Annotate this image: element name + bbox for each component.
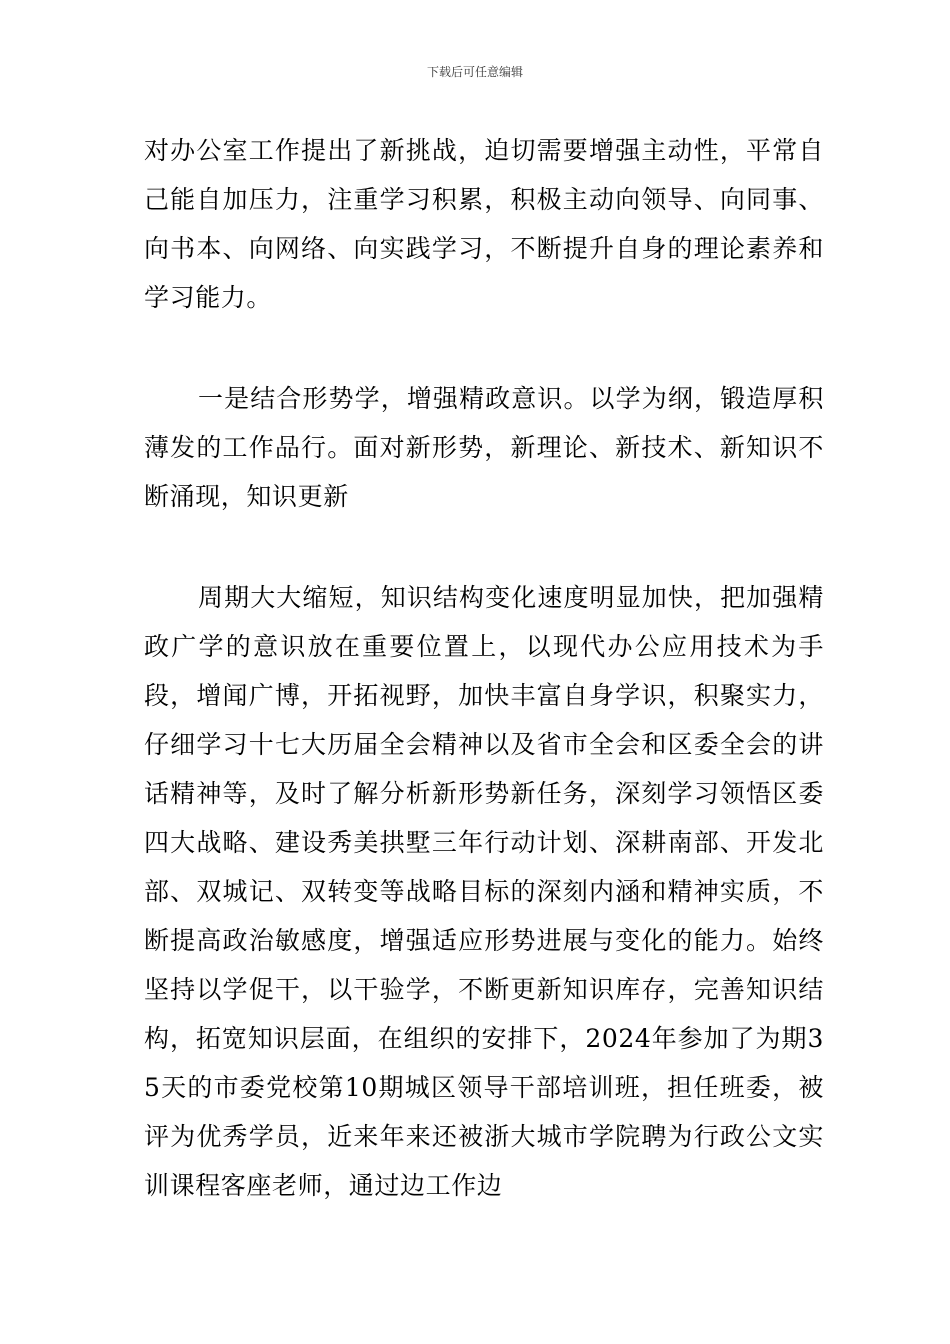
paragraph-1: 对办公室工作提出了新挑战，迫切需要增强主动性，平常自己能自加压力，注重学习积累，积极主动向领导、向同事、向书本、向网络、向实践学习，不断提升自身的理论素养和学习能力。 (144, 136, 824, 312)
document-body (144, 126, 824, 1210)
paragraph-2: 一是结合形势学，增强精政意识。以学为纲，锻造厚积薄发的工作品行。面对新形势，新理论、新技术、新知识不断涌现，知识更新 (144, 384, 824, 511)
download-note: 下载后可任意编辑 (426, 65, 523, 79)
paragraph-3: 周期大大缩短，知识结构变化速度明显加快，把加强精政广学的意识放在重要位置上，以现代办公应用技术为手段，增闻广博，开拓视野，加快丰富自身学识，积聚实力，仔细学习十七大历届全会精神以及省市全会和区委全会的讲话精神等，及时了解分析新形势新任务，深刻学习领悟区委四大战略、建设秀美拱墅三年行动计划、深耕南部、开发北部、双城记、双转变等战略目标的深刻内涵和精神实质，不断提高政治敏感度，增强适应形势进展与变化的能力。始终坚持以学促干，以干验学，不断更新知识库存，完善知识结构，拓宽知识层面，在组织的安排下，2024年参加了为期35天的市委党校第10期城区领导干部培训班，担任班委，被评为优秀学员，近来年来还被浙大城市学院聘为行政公文实训课程客座老师，通过边工作边 (144, 583, 824, 1200)
